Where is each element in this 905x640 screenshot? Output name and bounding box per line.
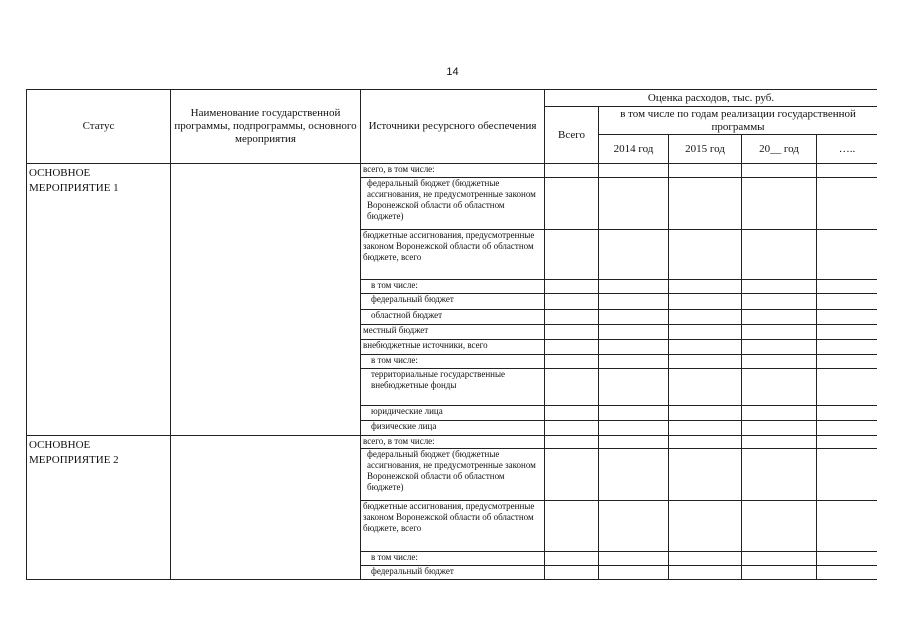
year-value-cell (742, 406, 817, 421)
year-value-cell (817, 436, 878, 449)
total-cell (545, 230, 599, 280)
source-cell: бюджетные ассигнования, предусмотренные законом Воронежской области об областном бюджете, всего (361, 501, 545, 552)
header-year: 2015 год (669, 135, 742, 164)
header-year: ….. (817, 135, 878, 164)
year-value-cell (669, 325, 742, 340)
year-value-cell (669, 501, 742, 552)
header-cost-estimate: Оценка расходов, тыс. руб. (545, 90, 878, 107)
year-value-cell (669, 421, 742, 436)
program-name-cell (171, 436, 361, 580)
header-sources: Источники ресурсного обеспечения (361, 90, 545, 164)
year-value-cell (742, 280, 817, 294)
year-value-cell (742, 340, 817, 355)
year-value-cell (599, 421, 669, 436)
total-cell (545, 566, 599, 580)
total-cell (545, 355, 599, 369)
year-value-cell (817, 552, 878, 566)
year-value-cell (599, 566, 669, 580)
year-value-cell (742, 164, 817, 178)
total-cell (545, 178, 599, 230)
header-year: 20__ год (742, 135, 817, 164)
year-value-cell (599, 436, 669, 449)
year-value-cell (817, 449, 878, 501)
year-value-cell (817, 310, 878, 325)
year-value-cell (817, 325, 878, 340)
total-cell (545, 369, 599, 406)
year-value-cell (599, 449, 669, 501)
year-value-cell (669, 294, 742, 310)
resource-table-wrapper (26, 89, 877, 584)
year-value-cell (669, 230, 742, 280)
source-cell: в том числе: (361, 552, 545, 566)
total-cell (545, 325, 599, 340)
year-value-cell (742, 178, 817, 230)
source-cell: в том числе: (361, 280, 545, 294)
header-by-years: в том числе по годам реализации государственной программы (599, 107, 878, 135)
total-cell (545, 310, 599, 325)
table-row (27, 436, 878, 449)
total-cell (545, 501, 599, 552)
source-cell: внебюджетные источники, всего (361, 340, 545, 355)
source-cell: юридические лица (361, 406, 545, 421)
year-value-cell (817, 421, 878, 436)
year-value-cell (599, 164, 669, 178)
year-value-cell (742, 421, 817, 436)
source-cell: всего, в том числе: (361, 436, 545, 449)
year-value-cell (817, 406, 878, 421)
year-value-cell (599, 294, 669, 310)
year-value-cell (817, 355, 878, 369)
year-value-cell (599, 178, 669, 230)
source-cell: физические лица (361, 421, 545, 436)
source-cell: федеральный бюджет (361, 566, 545, 580)
year-value-cell (817, 178, 878, 230)
total-cell (545, 294, 599, 310)
source-cell: федеральный бюджет (бюджетные ассигнования, не предусмотренные законом Воронежской области об областном бюджете) (361, 178, 545, 230)
year-value-cell (817, 501, 878, 552)
year-value-cell (669, 566, 742, 580)
total-cell (545, 436, 599, 449)
resource-table (26, 89, 877, 580)
total-cell (545, 340, 599, 355)
year-value-cell (817, 164, 878, 178)
year-value-cell (599, 552, 669, 566)
year-value-cell (742, 294, 817, 310)
total-cell (545, 164, 599, 178)
header-status: Статус (27, 90, 171, 164)
year-value-cell (742, 566, 817, 580)
year-value-cell (599, 230, 669, 280)
year-value-cell (669, 369, 742, 406)
year-value-cell (817, 230, 878, 280)
total-cell (545, 421, 599, 436)
table-body (27, 164, 878, 580)
header-year: 2014 год (599, 135, 669, 164)
total-cell (545, 449, 599, 501)
status-cell: ОСНОВНОЕ МЕРОПРИЯТИЕ 1 (27, 164, 171, 436)
year-value-cell (599, 325, 669, 340)
year-value-cell (669, 280, 742, 294)
year-value-cell (817, 369, 878, 406)
year-value-cell (742, 436, 817, 449)
source-cell: бюджетные ассигнования, предусмотренные законом Воронежской области об областном бюджете, всего (361, 230, 545, 280)
year-value-cell (599, 406, 669, 421)
year-value-cell (669, 340, 742, 355)
year-value-cell (742, 355, 817, 369)
source-cell: в том числе: (361, 355, 545, 369)
year-value-cell (742, 449, 817, 501)
year-value-cell (817, 280, 878, 294)
source-cell: областной бюджет (361, 310, 545, 325)
year-value-cell (742, 325, 817, 340)
total-cell (545, 552, 599, 566)
year-value-cell (669, 436, 742, 449)
year-value-cell (669, 178, 742, 230)
year-value-cell (669, 355, 742, 369)
year-value-cell (599, 369, 669, 406)
year-value-cell (817, 566, 878, 580)
year-value-cell (742, 501, 817, 552)
year-value-cell (742, 552, 817, 566)
source-cell: федеральный бюджет (361, 294, 545, 310)
total-cell (545, 280, 599, 294)
year-value-cell (742, 230, 817, 280)
year-value-cell (599, 355, 669, 369)
year-value-cell (669, 310, 742, 325)
program-name-cell (171, 164, 361, 436)
year-value-cell (669, 552, 742, 566)
source-cell: территориальные государственные внебюджетные фонды (361, 369, 545, 406)
year-value-cell (817, 294, 878, 310)
status-cell: ОСНОВНОЕ МЕРОПРИЯТИЕ 2 (27, 436, 171, 580)
year-value-cell (599, 340, 669, 355)
year-value-cell (817, 340, 878, 355)
source-cell: федеральный бюджет (бюджетные ассигнования, не предусмотренные законом Воронежской области об областном бюджете) (361, 449, 545, 501)
header-total: Всего (545, 107, 599, 164)
year-value-cell (599, 501, 669, 552)
year-value-cell (742, 369, 817, 406)
year-value-cell (599, 280, 669, 294)
source-cell: всего, в том числе: (361, 164, 545, 178)
year-value-cell (669, 406, 742, 421)
total-cell (545, 406, 599, 421)
page-number: 14 (446, 66, 459, 78)
year-value-cell (599, 310, 669, 325)
header-program-name: Наименование государственной программы, подпрограммы, основного мероприятия (171, 90, 361, 164)
year-value-cell (742, 310, 817, 325)
year-value-cell (669, 449, 742, 501)
source-cell: местный бюджет (361, 325, 545, 340)
year-value-cell (669, 164, 742, 178)
table-row (27, 164, 878, 178)
